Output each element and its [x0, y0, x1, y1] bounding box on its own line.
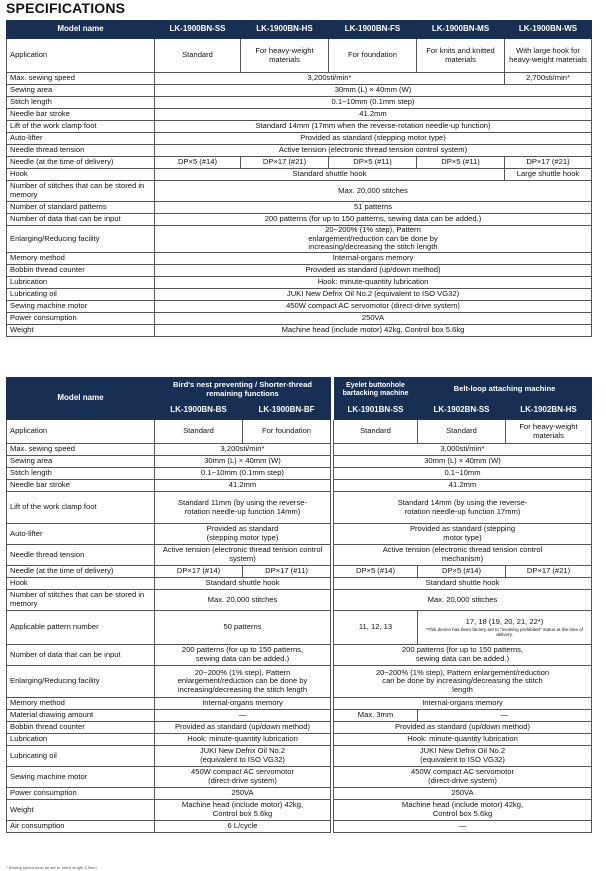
table-row [7, 734, 592, 746]
cell: Max. 20,000 stitches [155, 590, 331, 611]
cell: Provided as standard (stepping motor type) [334, 524, 592, 545]
table-row [7, 480, 592, 492]
cell: Internal-organs memory [155, 252, 592, 264]
table-row [7, 312, 592, 324]
table-row [7, 202, 592, 214]
cell: 250VA [334, 788, 592, 800]
cell: Provided as standard (stepping motor type) [155, 133, 592, 145]
cell: Standard [418, 420, 506, 444]
table-row [7, 252, 592, 264]
cell: Standard [155, 420, 243, 444]
row-label: Needle (at the time of delivery) [7, 157, 155, 169]
table-row [7, 746, 592, 767]
cell: 250VA [155, 788, 331, 800]
table-row [7, 97, 592, 109]
cell: Max. 20,000 stitches [334, 590, 592, 611]
row-label: Application [7, 39, 155, 73]
model-header: LK-1900BN-HS [241, 21, 329, 39]
table-row [7, 645, 592, 666]
row-label: Stitch length [7, 468, 155, 480]
row-label: Hook [7, 169, 155, 181]
model-header: LK-1900BN-WS [505, 21, 592, 39]
table-row [7, 788, 592, 800]
cell: Hook: minute-quantity lubrication [334, 734, 592, 746]
table-row [7, 288, 592, 300]
cell: 30mm (L) × 40mm (W) [155, 456, 331, 468]
table-row [7, 420, 592, 444]
footnote: * Sewing speed must be set to 'stitch length 3.5mm'. [6, 865, 99, 870]
cell: 50 patterns [155, 611, 331, 645]
row-label: Max. sewing speed [7, 444, 155, 456]
table-row [7, 710, 592, 722]
cell: 200 patterns (for up to 150 patterns, sewing data can be added.) [334, 645, 592, 666]
cell: Active tension (electronic thread tension control system) [155, 545, 331, 566]
row-label: Needle bar stroke [7, 109, 155, 121]
cell: JUKI New Defrix Oil No.2 (equivalent to ISO VG32) [334, 746, 592, 767]
row-label: Sewing machine motor [7, 767, 155, 788]
spec-table-1 [6, 20, 592, 337]
cell: Provided as standard (up/down method) [155, 722, 331, 734]
cell: 200 patterns (for up to 150 patterns, sewing data can be added.) [155, 645, 331, 666]
row-label: Number of stitches that can be stored in memory [7, 590, 155, 611]
cell: — [155, 710, 331, 722]
table-row [7, 300, 592, 312]
table-row [7, 145, 592, 157]
cell: DP×5 (#11) [417, 157, 505, 169]
cell: For foundation [329, 39, 417, 73]
row-label: Lubrication [7, 276, 155, 288]
cell: 250VA [155, 312, 592, 324]
cell: Provided as standard (up/down method) [155, 264, 592, 276]
cell: For foundation [243, 420, 331, 444]
cell: DP×17 (#21) [241, 157, 329, 169]
cell: DP×17 (#21) [506, 566, 592, 578]
cell: Max. 20,000 stitches [155, 181, 592, 202]
row-label: Needle thread tension [7, 545, 155, 566]
row-label: Lift of the work clamp foot [7, 492, 155, 524]
cell: Standard [334, 420, 418, 444]
table-row [7, 800, 592, 821]
row-label: Number of data that can be input [7, 645, 155, 666]
table-row [7, 722, 592, 734]
model-header: LK-1900BN-MS [417, 21, 505, 39]
row-label: Lift of the work clamp foot [7, 121, 155, 133]
row-label: Number of stitches that can be stored in memory [7, 181, 155, 202]
table-row [7, 468, 592, 480]
model-header: LK-1901BN-SS [334, 402, 418, 420]
cell: JUKI New Defrix Oil No.2 (equivalent to ISO VG32) [155, 746, 331, 767]
table-row [7, 324, 592, 336]
row-label: Needle thread tension [7, 145, 155, 157]
page-title: SPECIFICATIONS [6, 0, 126, 16]
row-label: Number of data that can be input [7, 214, 155, 226]
table-row [7, 666, 592, 698]
row-label: Stitch length [7, 97, 155, 109]
group-header: Belt-loop attaching machine [418, 378, 592, 402]
cell: For knits and knitted materials [417, 39, 505, 73]
cell: 450W compact AC servomotor (direct-drive system) [334, 767, 592, 788]
cell: 2,700sti/min* [505, 73, 592, 85]
row-label: Lubrication [7, 734, 155, 746]
cell: Standard shuttle hook [155, 169, 505, 181]
row-label: Needle (at the time of delivery) [7, 566, 155, 578]
row-label: Enlarging/Reducing facility [7, 666, 155, 698]
cell: Provided as standard (up/down method) [334, 722, 592, 734]
cell: 20~200% (1% step), Pattern enlargement/reduction can be done by increasing/decreasing the stitch length [155, 666, 331, 698]
table-row [7, 767, 592, 788]
cell: DP×17 (#21) [505, 157, 592, 169]
table-row [7, 821, 592, 833]
row-label: Sewing area [7, 85, 155, 97]
row-label: Lubricating oil [7, 746, 155, 767]
row-label: Power consumption [7, 312, 155, 324]
group-header: Eyelet buttonhole bartacking machine [334, 378, 418, 402]
table-row [7, 590, 592, 611]
model-header: LK-1900BN-FS [329, 21, 417, 39]
row-label: Air consumption [7, 821, 155, 833]
cell: DP×17 (#11) [243, 566, 331, 578]
cell: Standard 11mm (by using the reverse-rotation needle-up function 14mm) [155, 492, 331, 524]
model-header: LK-1902BN-HS [506, 402, 592, 420]
cell: 30mm (L) × 40mm (W) [334, 456, 592, 468]
cell: 3,200sti/min* [155, 444, 331, 456]
cell: Machine head (include motor) 42kg, Control box 5.6kg [155, 800, 331, 821]
cell: For heavy-weight materials [241, 39, 329, 73]
cell: 41.2mm [334, 480, 592, 492]
cell: Standard [155, 39, 241, 73]
table-row [7, 264, 592, 276]
table-row [7, 109, 592, 121]
cell: Machine head (include motor) 42kg, Control box 5.6kg [155, 324, 592, 336]
table-row [7, 133, 592, 145]
row-label: Weight [7, 324, 155, 336]
spec-table-2 [6, 377, 592, 833]
cell: Standard shuttle hook [334, 578, 592, 590]
cell: DP×5 (#11) [329, 157, 417, 169]
cell: For heavy-weight materials [506, 420, 592, 444]
row-label: Applicable pattern number [7, 611, 155, 645]
cell: Hook: minute-quantity lubrication [155, 276, 592, 288]
table-row [7, 578, 592, 590]
cell: 0.1~10mm (0.1mm step) [155, 97, 592, 109]
pattern-numbers: 17, 18 (19, 20, 21, 22*) [465, 616, 544, 626]
cell: Large shuttle hook [505, 169, 592, 181]
cell: Provided as standard (stepping motor type) [155, 524, 331, 545]
row-label: Weight [7, 800, 155, 821]
table-row [7, 524, 592, 545]
row-label: Bobbin thread counter [7, 264, 155, 276]
table-row [7, 157, 592, 169]
cell: 3,200sti/min* [155, 73, 505, 85]
cell: 51 patterns [155, 202, 592, 214]
cell: — [418, 710, 592, 722]
cell: 30mm (L) × 40mm (W) [155, 85, 592, 97]
table-row [7, 121, 592, 133]
cell: 450W compact AC servomotor (direct-drive system) [155, 300, 592, 312]
table-row [7, 566, 592, 578]
table-row [7, 545, 592, 566]
table-row [7, 444, 592, 456]
cell: 450W compact AC servomotor (direct-drive system) [155, 767, 331, 788]
table-row [7, 39, 592, 73]
cell: Hook: minute-quantity lubrication [155, 734, 331, 746]
cell: Internal-organs memory [334, 698, 592, 710]
cell: 6 L/cycle [155, 821, 331, 833]
table-row [7, 492, 592, 524]
cell: Active tension (electronic thread tension control mechanism) [334, 545, 592, 566]
cell: Machine head (include motor) 42kg, Control box 5.6kg [334, 800, 592, 821]
cell: 0.1~10mm (0.1mm step) [155, 468, 331, 480]
table-row [7, 611, 592, 645]
cell: — [334, 821, 592, 833]
row-label: Auto-lifter [7, 524, 155, 545]
table-row [7, 456, 592, 468]
row-label: Needle bar stroke [7, 480, 155, 492]
cell: Standard 14mm (17mm when the reverse-rotation needle-up function) [155, 121, 592, 133]
row-label: Bobbin thread counter [7, 722, 155, 734]
table-row [7, 226, 592, 253]
cell: DP×17 (#14) [155, 566, 243, 578]
table-row [7, 698, 592, 710]
row-label: Auto-lifter [7, 133, 155, 145]
row-label: Power consumption [7, 788, 155, 800]
cell: Max. 3mm [334, 710, 418, 722]
pattern-note: *This device has been factory-set to "invoking prohibited" status at the time of delivery. [425, 627, 584, 638]
row-label: Sewing area [7, 456, 155, 468]
row-label: Enlarging/Reducing facility [7, 226, 155, 253]
cell: With large hook for heavy-weight materials [505, 39, 592, 73]
cell: Active tension (electronic thread tension control system) [155, 145, 592, 157]
model-header: LK-1900BN-BS [155, 402, 243, 420]
row-label: Max. sewing speed [7, 73, 155, 85]
table-row [7, 169, 592, 181]
row-label: Application [7, 420, 155, 444]
cell: Standard shuttle hook [155, 578, 331, 590]
cell: DP×5 (#14) [155, 157, 241, 169]
table-row [7, 181, 592, 202]
cell: Standard 14mm (by using the reverse-rotation needle-up function 17mm) [334, 492, 592, 524]
cell: 20~200% (1% step), Pattern enlargement/reduction can be done by increasing/decreasing the stitch length [334, 666, 592, 698]
table-row [7, 73, 592, 85]
cell: 41.2mm [155, 109, 592, 121]
group-header: Bird's nest preventing / Shorter-thread remaining functions [155, 378, 331, 402]
cell: 20~200% (1% step), Pattern enlargement/reduction can be done by increasing/decreasing the stitch length [155, 226, 592, 253]
cell: JUKI New Defrix Oil No.2 (equivalent to ISO VG32) [155, 288, 592, 300]
row-label: Material drawing amount [7, 710, 155, 722]
cell: 0.1~10mm [334, 468, 592, 480]
row-label: Number of standard patterns [7, 202, 155, 214]
cell: 41.2mm [155, 480, 331, 492]
model-header: LK-1900BN-SS [155, 21, 241, 39]
row-label: Hook [7, 578, 155, 590]
table-row [7, 214, 592, 226]
cell: 11, 12, 13 [334, 611, 418, 645]
cell: 3,000sti/min* [334, 444, 592, 456]
cell: DP×5 (#14) [334, 566, 418, 578]
model-header: LK-1902BN-SS [418, 402, 506, 420]
cell: Internal-organs memory [155, 698, 331, 710]
model-header: LK-1900BN-BF [243, 402, 331, 420]
row-label: Sewing machine motor [7, 300, 155, 312]
model-name-header: Model name [7, 378, 155, 420]
cell: DP×5 (#14) [418, 566, 506, 578]
cell: 200 patterns (for up to 150 patterns, sewing data can be added.) [155, 214, 592, 226]
model-name-header: Model name [7, 21, 155, 39]
row-label: Memory method [7, 252, 155, 264]
table-row [7, 276, 592, 288]
cell [418, 611, 592, 645]
table-row [7, 85, 592, 97]
row-label: Memory method [7, 698, 155, 710]
row-label: Lubricating oil [7, 288, 155, 300]
